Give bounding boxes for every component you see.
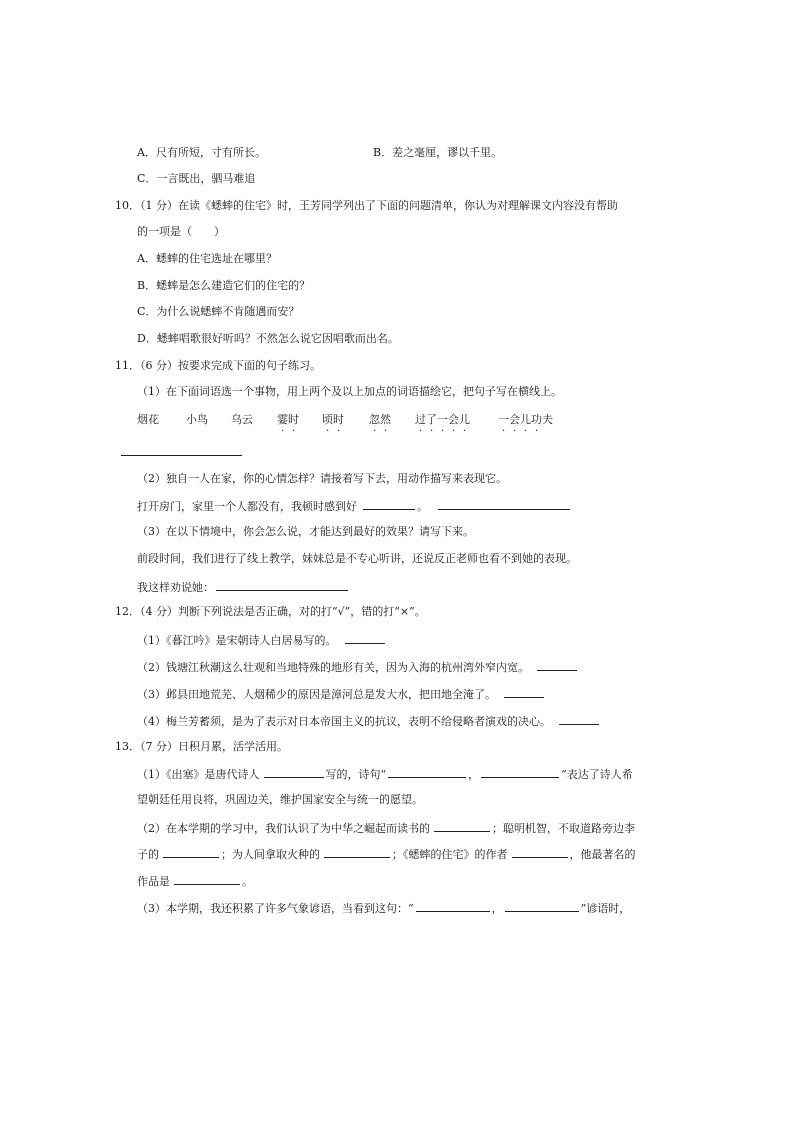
question-13-stem: 13．（7 分）日积月累，活学活用。	[115, 740, 288, 753]
q13-text: ；聪明机智，不取道路旁边李	[492, 822, 635, 835]
answer-blank[interactable]	[345, 632, 385, 644]
q13-text: ，	[468, 768, 480, 781]
word-item: 乌云	[231, 413, 253, 426]
q13-text: ；《蟋蟀的住宅》的作者	[392, 848, 508, 861]
answer-blank[interactable]	[388, 766, 466, 778]
q10-option-a: A．蟋蟀的住宅选址在哪里？	[137, 252, 277, 265]
q13-text: 。	[242, 875, 253, 888]
q13-line-2: 望朝廷任用良将，巩固边关，维护国家安全与统一的愿望。	[137, 793, 423, 806]
q11-part3-context: 前段时间，我们进行了线上教学，妹妹总是不专心听讲，还说反正老师也看不到她的表现。	[137, 552, 577, 565]
question-12-stem: 12．（4 分）判断下列说法是否正确，对的打“√”，错的打“×”。	[115, 605, 426, 618]
dotted-word-item: 过了一会儿	[415, 413, 470, 426]
q12-statement-1	[137, 632, 387, 648]
option-b: B．差之毫厘，谬以千里。	[373, 146, 503, 159]
q13-text: 写的，诗句“	[325, 768, 387, 781]
q10-option-c: C．为什么说蟋蟀不肯随遇而安？	[137, 305, 300, 318]
q11-part2-text: 打开房门，家里一个人都没有，我顿时感到好	[137, 500, 357, 513]
answer-blank[interactable]	[163, 846, 219, 858]
answer-blank[interactable]	[416, 900, 490, 912]
answer-blank[interactable]	[537, 659, 577, 671]
q13-line-6	[137, 900, 630, 916]
q11-part2-line	[137, 498, 572, 514]
q11-part2-period: 。	[417, 500, 428, 513]
answer-blank[interactable]	[324, 846, 390, 858]
q13-text: （1）《出塞》是唐代诗人	[137, 768, 260, 781]
q11-part2-prompt: （2）独自一人在家，你的心情怎样？请接着写下去，用动作描写来表现它。	[137, 472, 507, 485]
q11-part3-prompt: （3）在以下情境中，你会怎么说，才能达到最好的效果？请写下来。	[137, 525, 474, 538]
q13-text: ”谚语时，	[580, 902, 631, 915]
q11-part3-answer	[137, 579, 350, 595]
answer-blank[interactable]	[216, 579, 348, 591]
q13-text: （3）本学期，我还积累了许多气象谚语，当看到这句：“	[137, 902, 414, 915]
answer-blank[interactable]	[505, 900, 579, 912]
q12-statement-text: （1）《暮江吟》是宋朝诗人白居易写的。	[137, 634, 337, 647]
q13-text: ，他最著名的	[569, 848, 636, 861]
q10-option-b: B．蟋蟀是怎么建造它们的住宅的？	[137, 279, 311, 292]
answer-blank[interactable]	[174, 873, 240, 885]
answer-blank[interactable]	[438, 498, 570, 510]
q13-text: ”表达了诗人希	[561, 768, 633, 781]
answer-blank[interactable]	[363, 498, 415, 510]
question-10-stem-cont: 的一项是（ ）	[137, 225, 225, 238]
q13-text: （2）在本学期的学习中，我们认识了为中华之崛起而读书的	[137, 822, 430, 835]
q12-statement-4	[137, 713, 601, 729]
option-a: A．尺有所短，寸有所长。	[137, 146, 266, 159]
answer-blank[interactable]	[512, 846, 568, 858]
dotted-word-item: 一会儿功夫	[498, 413, 553, 426]
q13-line-5	[137, 873, 253, 889]
q11-part3-label: 我这样劝说她：	[137, 581, 214, 594]
q12-statement-text: （3）邺县田地荒芜、人烟稀少的原因是漳河总是发大水，把田地全淹了。	[137, 688, 496, 701]
answer-blank[interactable]	[481, 766, 559, 778]
dotted-word-item: 霎时	[277, 413, 299, 426]
answer-blank[interactable]	[559, 713, 599, 725]
q13-text: ；为人间拿取火种的	[221, 848, 320, 861]
word-item: 烟花	[137, 413, 159, 426]
q11-part1-prompt: （1）在下面词语选一个事物，用上两个及以上加点的词语描绘它，把句子写在横线上。	[137, 385, 562, 398]
answer-blank[interactable]	[504, 686, 544, 698]
q13-text: ，	[491, 902, 503, 915]
q12-statement-3	[137, 686, 546, 702]
q12-statement-text: （4）梅兰芳蓄须，是为了表示对日本帝国主义的抗议，表明不给侵略者演戏的决心。	[137, 715, 551, 728]
q13-text: 作品是	[137, 875, 170, 888]
dotted-word-item: 顷时	[322, 413, 344, 426]
answer-line[interactable]	[121, 455, 242, 456]
q13-line-4	[137, 846, 636, 862]
answer-blank[interactable]	[264, 766, 324, 778]
q13-line-1	[137, 766, 633, 782]
question-11-stem: 11．（6 分）按要求完成下面的句子练习。	[115, 359, 321, 372]
q13-line-3	[137, 820, 635, 836]
option-c: C．一言既出，驷马难追	[137, 172, 256, 185]
answer-blank[interactable]	[434, 820, 490, 832]
q13-text: 子的	[137, 848, 159, 861]
word-item: 小鸟	[186, 413, 208, 426]
dotted-word-item: 忽然	[369, 413, 391, 426]
q10-option-d: D．蟋蟀唱歌很好听吗？不然怎么说它因唱歌而出名。	[137, 332, 399, 345]
q12-statement-2	[137, 659, 579, 675]
question-10-stem: 10．（1 分）在读《蟋蟀的住宅》时，王芳同学列出了下面的问题清单，你认为对理解课文内容没有帮助	[115, 199, 618, 212]
q12-statement-text: （2）钱塘江秋潮这么壮观和当地特殊的地形有关，因为入海的杭州湾外窄内宽。	[137, 661, 529, 674]
